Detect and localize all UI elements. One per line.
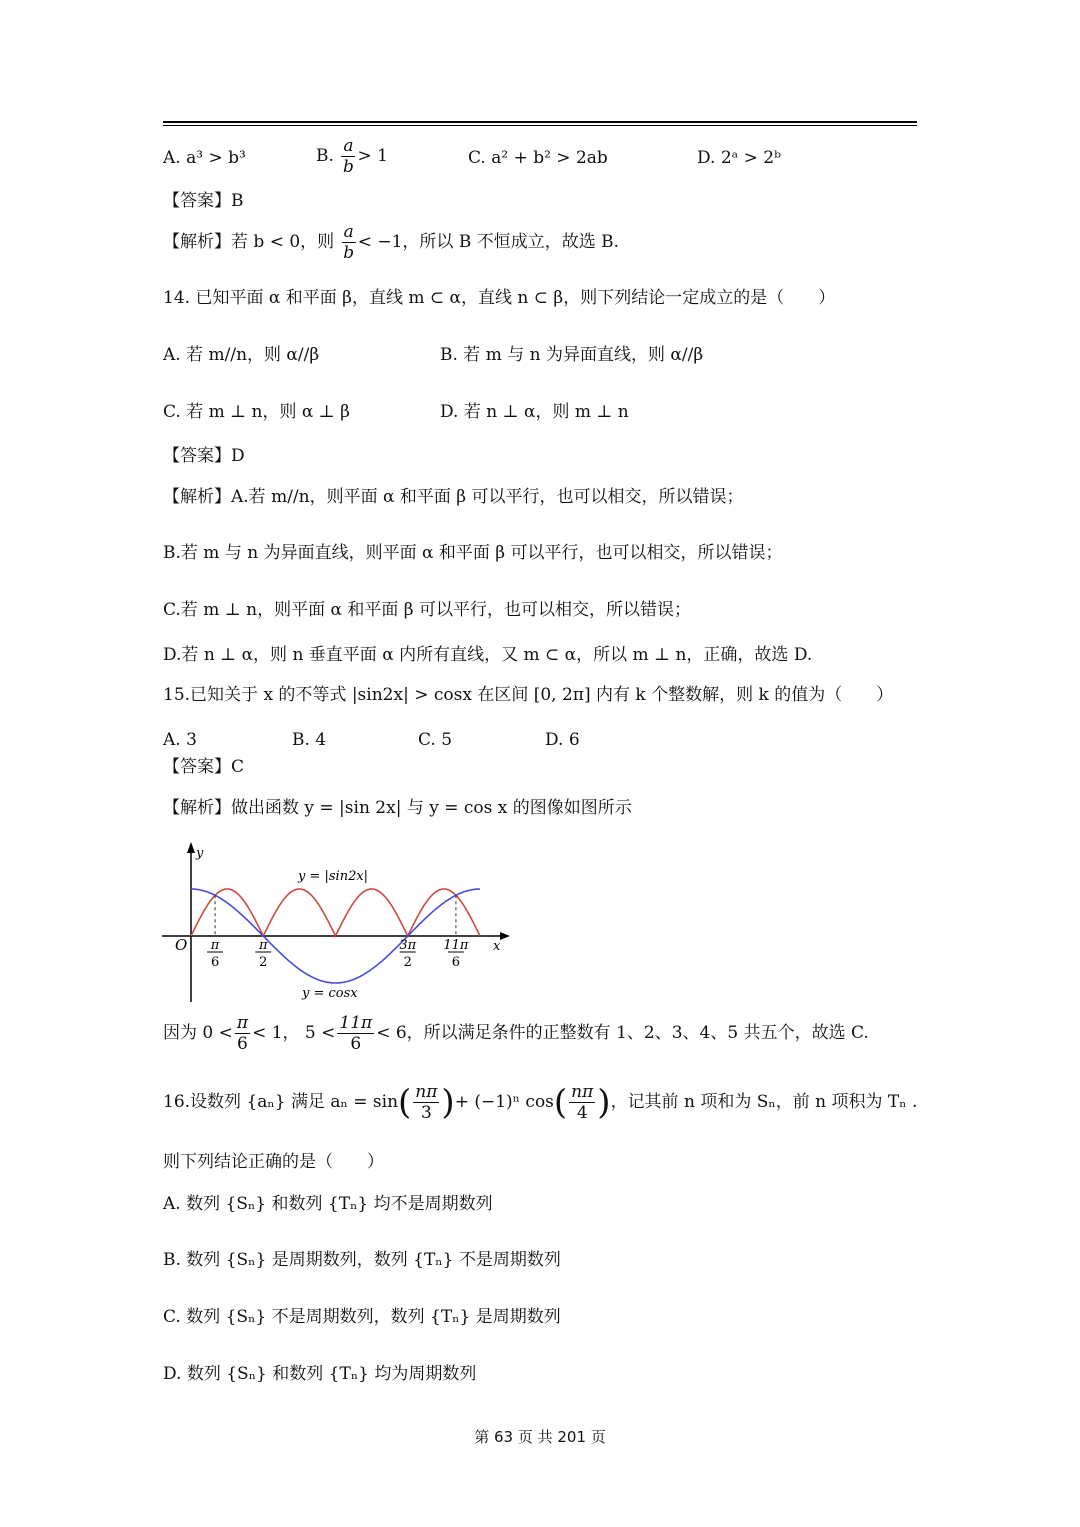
numerator: nπ: [415, 1082, 438, 1102]
fraction: [341, 136, 355, 177]
fraction: [342, 222, 356, 263]
text: + (−1)ⁿ cos: [454, 1092, 554, 1112]
text: 因为 0 <: [163, 1023, 233, 1043]
denominator: 6: [350, 1034, 362, 1054]
fraction: [569, 1082, 595, 1123]
q14-analysis-c: C.若 m ⊥ n，则平面 α 和平面 β 可以平行，也可以相交，所以错误；: [163, 600, 691, 620]
function-graph: [160, 840, 520, 1010]
text: > 1: [357, 146, 388, 166]
q14-analysis-a: 【解析】A.若 m//n，则平面 α 和平面 β 可以平行，也可以相交，所以错误；: [163, 487, 744, 507]
denominator: 4: [576, 1103, 588, 1123]
denominator: b: [342, 157, 354, 177]
label: B.: [316, 146, 334, 166]
q16-option-a: A. 数列 {Sₙ} 和数列 {Tₙ} 均不是周期数列: [163, 1194, 493, 1214]
fraction: [337, 1013, 374, 1054]
tick-denominator: 2: [259, 955, 268, 970]
tick-denominator: 6: [451, 955, 461, 970]
q16-option-d: D. 数列 {Sₙ} 和数列 {Tₙ} 均为周期数列: [163, 1364, 477, 1384]
fraction: [235, 1013, 250, 1054]
q15-option-c: C. 5: [418, 730, 453, 750]
x-axis-arrow-icon: [500, 932, 510, 940]
q16-option-c: C. 数列 {Sₙ} 不是周期数列，数列 {Tₙ} 是周期数列: [163, 1307, 561, 1327]
numerator: a: [343, 222, 354, 242]
q15-option-a: A. 3: [163, 730, 197, 750]
q15-analysis: 【解析】做出函数 y = |sin 2x| 与 y = cos x 的图像如图所示: [163, 798, 632, 818]
page-footer: 第 63 页 共 201 页: [474, 1428, 606, 1446]
y-axis-label: y: [196, 846, 204, 861]
q13-option-d: D. 2ᵃ > 2ᵇ: [697, 148, 781, 168]
q15-option-b: B. 4: [292, 730, 327, 750]
numerator: 11π: [339, 1013, 373, 1033]
text: 16.设数列 {aₙ} 满足 aₙ = sin: [163, 1092, 399, 1112]
denominator: 6: [237, 1034, 248, 1054]
tick-numerator: π: [210, 938, 220, 953]
sin-curve: [191, 889, 480, 936]
q14-option-b: B. 若 m 与 n 为异面直线，则 α//β: [440, 345, 704, 365]
q13-analysis: [163, 222, 619, 263]
text: < 1， 5 <: [252, 1023, 336, 1043]
text: ，记其前 n 项和为 Sₙ，前 n 项积为 Tₙ .: [610, 1092, 918, 1112]
tick-numerator: π: [258, 938, 268, 953]
q13-option-c: C. a² + b² > 2ab: [468, 148, 608, 168]
q13-option-b: [316, 136, 388, 177]
tick-denominator: 2: [403, 955, 412, 970]
denominator: 3: [420, 1103, 432, 1123]
y-axis-arrow-icon: [187, 842, 195, 853]
numerator: π: [236, 1013, 249, 1033]
q15-stem: 15.已知关于 x 的不等式 |sin2x| > cosx 在区间 [0, 2π] 内有 k 个整数解，则 k 的值为（ ）: [163, 685, 894, 705]
tick-numerator: 11π: [443, 938, 469, 953]
tick-denominator: 6: [210, 955, 220, 970]
q14-option-a: A. 若 m//n，则 α//β: [163, 345, 320, 365]
numerator: a: [343, 136, 354, 156]
q14-analysis-b: B.若 m 与 n 为异面直线，则平面 α 和平面 β 可以平行，也可以相交，所以错误；: [163, 543, 783, 563]
numerator: nπ: [571, 1082, 594, 1102]
q13-answer: 【答案】B: [163, 191, 244, 211]
q15-answer: 【答案】C: [163, 757, 245, 777]
q13-option-a: A. a³ > b³: [163, 148, 246, 168]
q16-option-b: B. 数列 {Sₙ} 是周期数列，数列 {Tₙ} 不是周期数列: [163, 1250, 561, 1270]
text: < −1，所以 B 不恒成立，故选 B.: [357, 232, 620, 252]
header-rule-thin: [163, 125, 917, 126]
q14-analysis-d: D.若 n ⊥ α，则 n 垂直平面 α 内所有直线，又 m ⊂ α，所以 m ⊥ n，正确，故选 D.: [163, 645, 813, 665]
q15-conclusion: [163, 1013, 869, 1054]
text: 【解析】若 b < 0，则: [163, 232, 335, 252]
fraction: [413, 1082, 439, 1123]
q14-answer: 【答案】D: [163, 446, 245, 466]
q14-stem: 14. 已知平面 α 和平面 β，直线 m ⊂ α，直线 n ⊂ β，则下列结论一定成立的是（ ）: [163, 288, 836, 308]
text: < 6，所以满足条件的正整数有 1、2、3、4、5 共五个，故选 C.: [376, 1023, 869, 1043]
sin-curve-label: y = |sin2x|: [298, 869, 369, 884]
tick-numerator: 3π: [399, 938, 417, 953]
header-rule-thick: [163, 121, 917, 123]
q14-option-c: C. 若 m ⊥ n，则 α ⊥ β: [163, 402, 350, 422]
cos-curve-label: y = cosx: [302, 986, 358, 1001]
origin-label: O: [175, 936, 188, 954]
q16-stem-2: 则下列结论正确的是（ ）: [163, 1152, 384, 1172]
q14-option-d: D. 若 n ⊥ α，则 m ⊥ n: [440, 402, 629, 422]
x-axis-label: x: [493, 939, 501, 954]
q15-option-d: D. 6: [545, 730, 580, 750]
q16-stem: 16.设数列 {aₙ} 满足 aₙ = sin( $\frac{n\pi}{3}$ )+ (−1)ⁿ cos( $\frac{n\pi}{4}$ )，记其前 n 项和为 Sₙ，前 n 项积为 Tₙ .: [163, 1082, 918, 1123]
denominator: b: [343, 243, 355, 263]
